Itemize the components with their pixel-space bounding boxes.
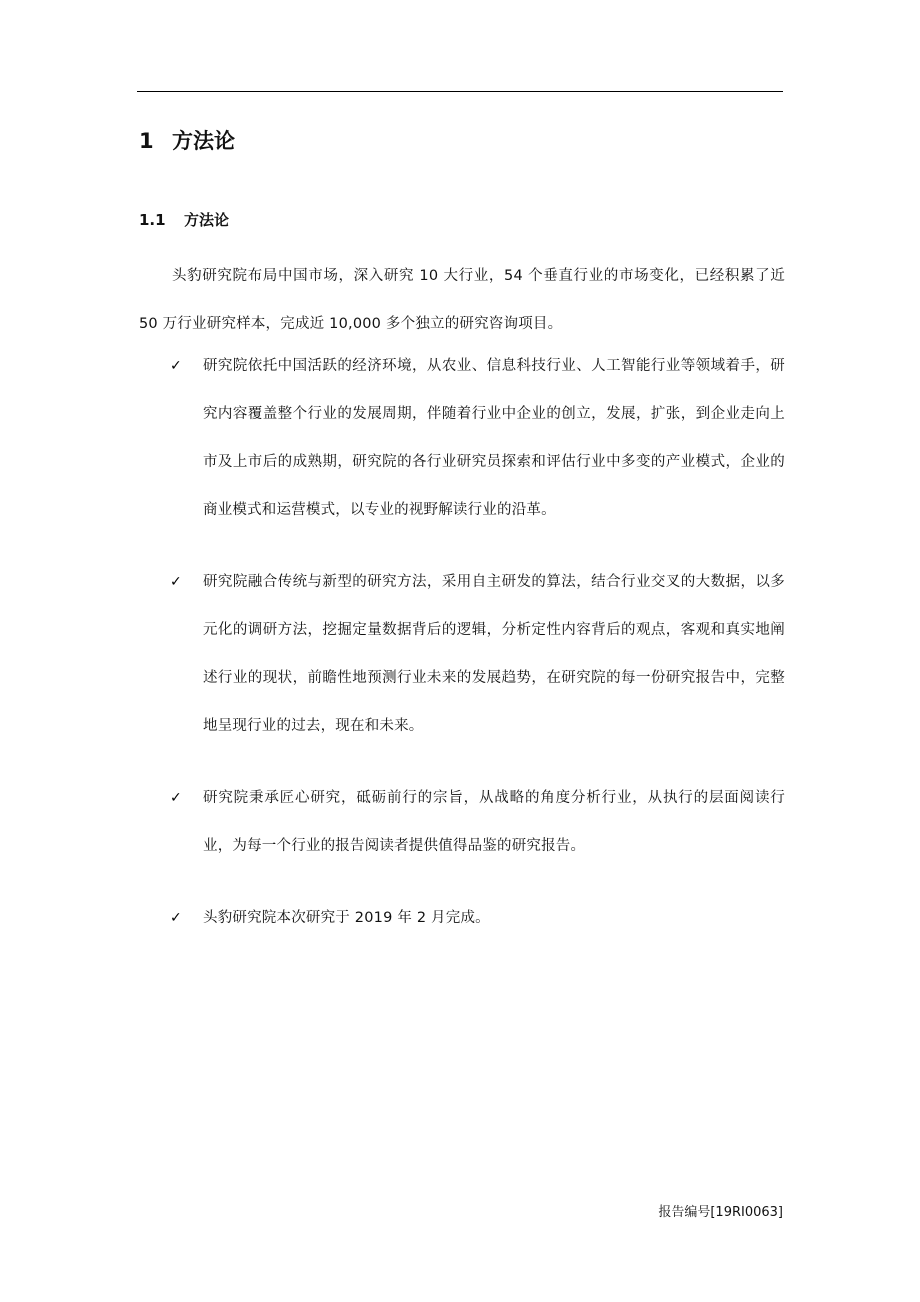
bullet-text: 研究院依托中国活跃的经济环境，从农业、信息科技行业、人工智能行业等领域着手，研究内容覆盖整个行业的发展周期，伴随着行业中企业的创立，发展，扩张，到企业走向上市及上市后的成熟期，研究院的各行业研究员探索和评估行业中多变的产业模式，企业的商业模式和运营模式，以专业的视野解读行业的沿革。: [203, 358, 785, 518]
section-title: 方法论: [172, 129, 235, 153]
subsection-number: 1.1: [139, 211, 166, 229]
report-code: 报告编号[19RI0063]: [658, 1205, 783, 1220]
checkmark-icon: ✓: [170, 574, 182, 590]
section-heading: [139, 126, 235, 156]
checkmark-icon: ✓: [170, 790, 182, 806]
subsection-heading: [139, 207, 229, 233]
bullet-text: 研究院融合传统与新型的研究方法，采用自主研发的算法，结合行业交叉的大数据，以多元化的调研方法，挖掘定量数据背后的逻辑，分析定性内容背后的观点，客观和真实地阐述行业的现状，前瞻性地预测行业未来的发展趋势，在研究院的每一份研究报告中，完整地呈现行业的过去，现在和未来。: [203, 574, 785, 734]
header-rule: [137, 91, 783, 92]
bullet-text: 头豹研究院本次研究于 2019 年 2 月完成。: [203, 910, 490, 926]
checkmark-icon: ✓: [170, 358, 182, 374]
bullet-text: 研究院秉承匠心研究，砥砺前行的宗旨，从战略的角度分析行业，从执行的层面阅读行业，为每一个行业的报告阅读者提供值得品鉴的研究报告。: [203, 790, 785, 854]
subsection-title: 方法论: [184, 211, 230, 229]
intro-paragraph: 头豹研究院布局中国市场，深入研究 10 大行业，54 个垂直行业的市场变化，已经积累了近 50 万行业研究样本，完成近 10,000 多个独立的研究咨询项目。: [139, 268, 785, 332]
section-number: 1: [139, 129, 154, 153]
checkmark-icon: ✓: [170, 910, 182, 926]
